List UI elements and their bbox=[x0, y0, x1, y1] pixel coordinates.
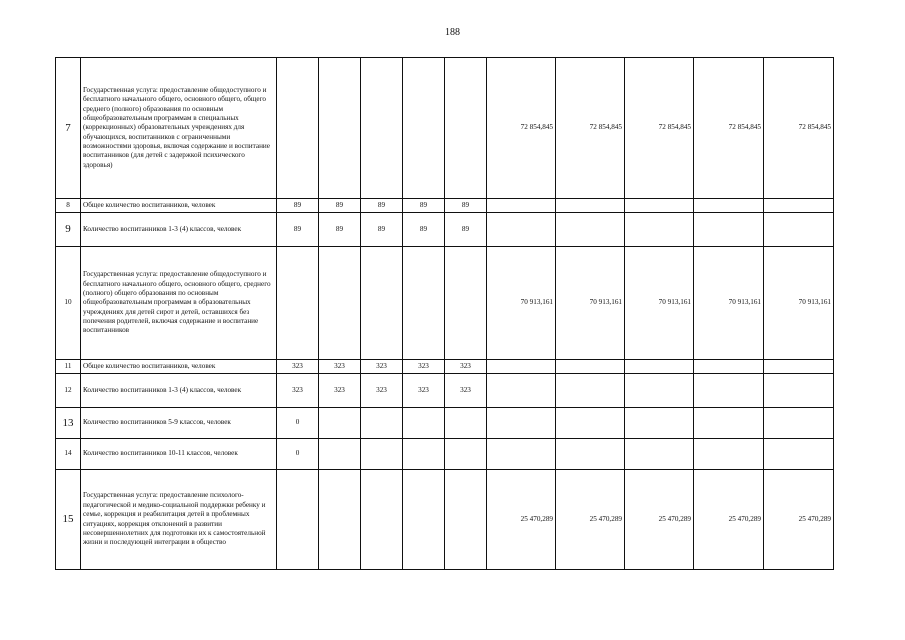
row-name: Количество воспитанников 5-9 классов, человек bbox=[81, 408, 277, 439]
funding-cell: 72 854,845 bbox=[487, 58, 556, 199]
funding-cell bbox=[764, 408, 834, 439]
funding-cell: 25 470,289 bbox=[694, 470, 764, 570]
count-cell bbox=[403, 439, 445, 470]
row-number: 11 bbox=[56, 360, 81, 374]
funding-cell bbox=[556, 439, 625, 470]
row-name: Государственная услуга: предоставление психолого-педагогической и медико-социальной поддержки ребенку и семье, коррекция и реабилитация детей в проблемных ситуациях, коррекция отклонений в развитии несовершеннолетних для подготовки их к самостоятельной жизни и последующей интеграции в общество bbox=[81, 470, 277, 570]
funding-cell bbox=[625, 439, 694, 470]
count-cell: 89 bbox=[403, 199, 445, 213]
funding-cell bbox=[764, 213, 834, 247]
page-number: 188 bbox=[445, 27, 460, 38]
funding-cell: 72 854,845 bbox=[556, 58, 625, 199]
count-cell: 323 bbox=[361, 374, 403, 408]
funding-cell bbox=[625, 360, 694, 374]
count-cell bbox=[277, 470, 319, 570]
table-row bbox=[56, 213, 834, 247]
table-row bbox=[56, 247, 834, 360]
count-cell: 323 bbox=[277, 374, 319, 408]
count-cell bbox=[361, 439, 403, 470]
funding-cell bbox=[556, 408, 625, 439]
count-cell: 323 bbox=[319, 374, 361, 408]
funding-cell bbox=[487, 199, 556, 213]
funding-cell: 25 470,289 bbox=[556, 470, 625, 570]
count-cell: 323 bbox=[277, 360, 319, 374]
funding-cell bbox=[694, 360, 764, 374]
row-number: 10 bbox=[56, 247, 81, 360]
funding-cell bbox=[487, 213, 556, 247]
funding-cell bbox=[556, 374, 625, 408]
funding-cell bbox=[625, 199, 694, 213]
count-cell: 89 bbox=[445, 213, 487, 247]
funding-cell: 70 913,161 bbox=[556, 247, 625, 360]
funding-cell bbox=[487, 360, 556, 374]
count-cell bbox=[403, 58, 445, 199]
row-number: 8 bbox=[56, 199, 81, 213]
funding-cell bbox=[625, 374, 694, 408]
count-cell bbox=[445, 247, 487, 360]
count-cell: 323 bbox=[403, 360, 445, 374]
count-cell bbox=[403, 247, 445, 360]
funding-cell bbox=[764, 360, 834, 374]
row-name: Количество воспитанников 1-3 (4) классов, человек bbox=[81, 213, 277, 247]
count-cell: 0 bbox=[277, 439, 319, 470]
row-name: Количество воспитанников 1-3 (4) классов, человек bbox=[81, 374, 277, 408]
funding-cell bbox=[487, 408, 556, 439]
count-cell bbox=[403, 470, 445, 570]
funding-cell bbox=[625, 408, 694, 439]
count-cell bbox=[445, 408, 487, 439]
funding-cell bbox=[694, 199, 764, 213]
funding-cell bbox=[556, 360, 625, 374]
count-cell: 89 bbox=[361, 199, 403, 213]
funding-cell bbox=[694, 374, 764, 408]
funding-cell: 70 913,161 bbox=[694, 247, 764, 360]
count-cell: 89 bbox=[445, 199, 487, 213]
row-number: 9 bbox=[56, 213, 81, 247]
count-cell: 89 bbox=[361, 213, 403, 247]
count-cell bbox=[319, 408, 361, 439]
funding-cell: 25 470,289 bbox=[487, 470, 556, 570]
count-cell bbox=[361, 58, 403, 199]
row-name: Государственная услуга: предоставление общедоступного и бесплатного начального общего, основного общего, общего среднего (полного) образования по основным общеобразовательным программам в специальных (коррекционных) образовательных учреждениях для обучающихся, воспитанников с ограниченными возможностями здоровья, включая содержание и воспитание воспитанников (для детей с задержкой психического здоровья) bbox=[81, 58, 277, 199]
row-name: Общее количество воспитанников, человек bbox=[81, 199, 277, 213]
row-name: Количество воспитанников 10-11 классов, человек bbox=[81, 439, 277, 470]
table-row bbox=[56, 58, 834, 199]
row-number: 7 bbox=[56, 58, 81, 199]
table-row bbox=[56, 360, 834, 374]
count-cell bbox=[403, 408, 445, 439]
data-table bbox=[55, 57, 834, 570]
count-cell: 323 bbox=[319, 360, 361, 374]
funding-cell bbox=[487, 439, 556, 470]
count-cell: 323 bbox=[403, 374, 445, 408]
funding-cell bbox=[694, 213, 764, 247]
funding-cell bbox=[764, 439, 834, 470]
count-cell bbox=[277, 58, 319, 199]
count-cell bbox=[445, 58, 487, 199]
table-row bbox=[56, 439, 834, 470]
count-cell bbox=[319, 470, 361, 570]
count-cell bbox=[445, 439, 487, 470]
funding-cell: 25 470,289 bbox=[625, 470, 694, 570]
funding-cell: 25 470,289 bbox=[764, 470, 834, 570]
funding-cell bbox=[556, 199, 625, 213]
funding-cell bbox=[556, 213, 625, 247]
funding-cell bbox=[694, 439, 764, 470]
row-number: 12 bbox=[56, 374, 81, 408]
table-row bbox=[56, 374, 834, 408]
table-row bbox=[56, 408, 834, 439]
count-cell: 89 bbox=[319, 213, 361, 247]
funding-cell: 70 913,161 bbox=[487, 247, 556, 360]
count-cell: 323 bbox=[445, 374, 487, 408]
row-number: 15 bbox=[56, 470, 81, 570]
funding-cell: 70 913,161 bbox=[764, 247, 834, 360]
count-cell bbox=[361, 470, 403, 570]
funding-cell bbox=[764, 199, 834, 213]
funding-cell bbox=[487, 374, 556, 408]
table-row bbox=[56, 199, 834, 213]
funding-cell bbox=[694, 408, 764, 439]
count-cell bbox=[361, 247, 403, 360]
funding-cell bbox=[625, 213, 694, 247]
row-name: Государственная услуга: предоставление общедоступного и бесплатного начального общего, основного общего, среднего (полного) общего образования по основным общеобразовательным программам в образовательных учреждениях для детей сирот и детей, оставшихся без попечения родителей, включая содержание и воспитание воспитанников bbox=[81, 247, 277, 360]
count-cell: 89 bbox=[277, 213, 319, 247]
count-cell: 323 bbox=[445, 360, 487, 374]
row-number: 13 bbox=[56, 408, 81, 439]
count-cell bbox=[319, 58, 361, 199]
count-cell bbox=[319, 439, 361, 470]
funding-cell: 72 854,845 bbox=[764, 58, 834, 199]
funding-cell: 72 854,845 bbox=[694, 58, 764, 199]
row-number: 14 bbox=[56, 439, 81, 470]
funding-cell bbox=[764, 374, 834, 408]
funding-cell: 70 913,161 bbox=[625, 247, 694, 360]
count-cell: 89 bbox=[319, 199, 361, 213]
count-cell: 89 bbox=[277, 199, 319, 213]
count-cell: 89 bbox=[403, 213, 445, 247]
count-cell bbox=[445, 470, 487, 570]
count-cell bbox=[361, 408, 403, 439]
funding-cell: 72 854,845 bbox=[625, 58, 694, 199]
table-row bbox=[56, 470, 834, 570]
count-cell bbox=[319, 247, 361, 360]
row-name: Общее количество воспитанников, человек bbox=[81, 360, 277, 374]
count-cell: 0 bbox=[277, 408, 319, 439]
table-body bbox=[56, 58, 834, 570]
count-cell bbox=[277, 247, 319, 360]
count-cell: 323 bbox=[361, 360, 403, 374]
